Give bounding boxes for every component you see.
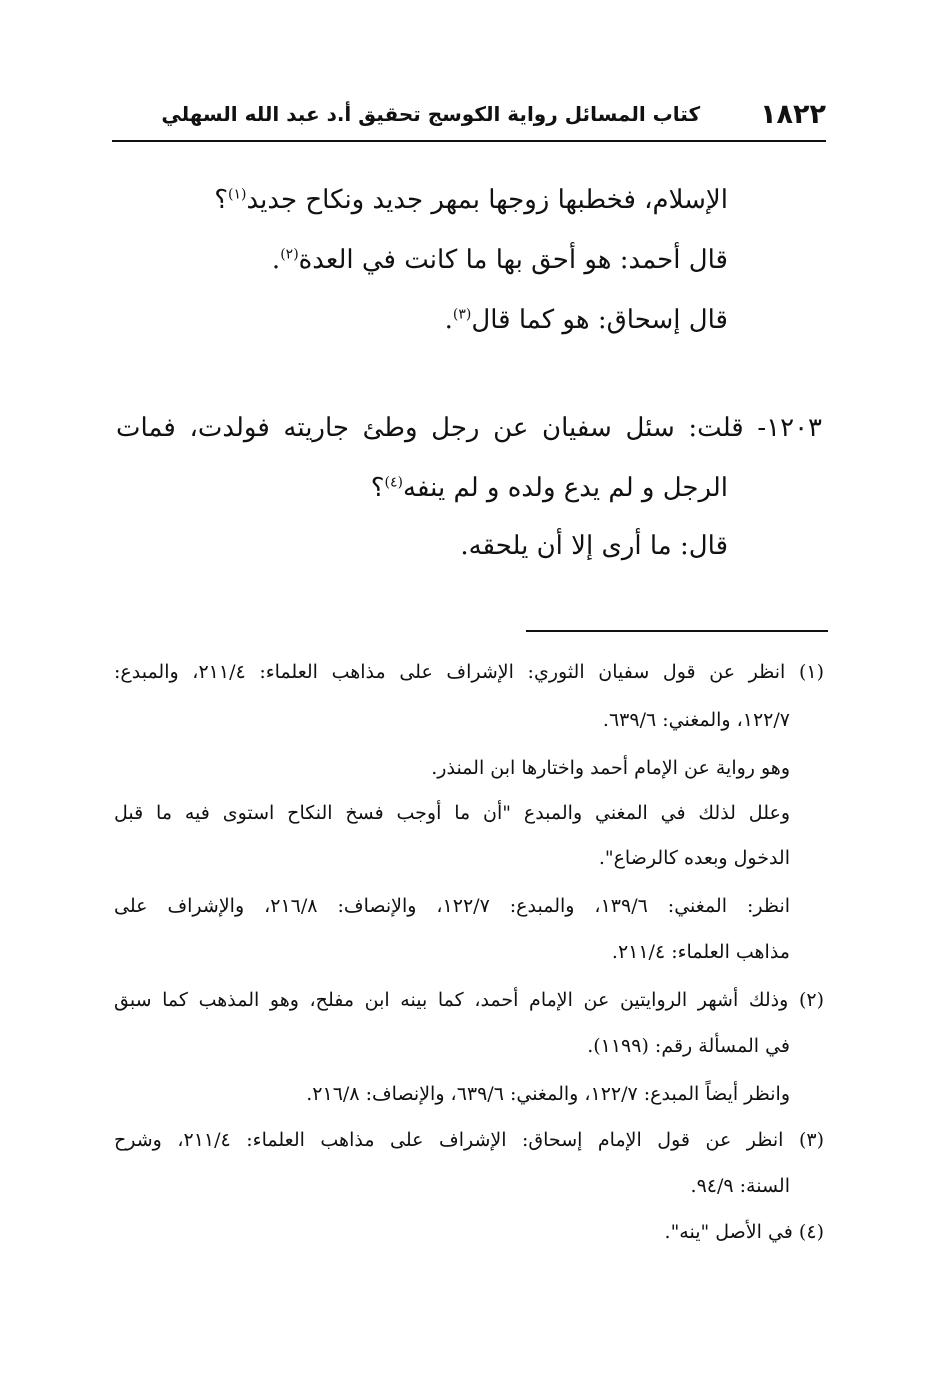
page-number: ١٨٢٢: [760, 98, 826, 130]
header-rule: [112, 140, 826, 142]
running-title: كتاب المسائل رواية الكوسج تحقيق أ.د عبد الله السهلي: [161, 102, 701, 126]
footnote-separator: [526, 630, 828, 632]
main-text-line: [272, 240, 728, 280]
footnote-line: (٤) في الأصل "ينه".: [664, 1221, 824, 1243]
footnote-line: (٢) وذلك أشهر الروايتين عن الإمام أحمد، كما بينه ابن مفلح، وهو المذهب كما سبق: [114, 989, 824, 1011]
footnote-line: وعلل لذلك في المغني والمبدع "أن ما أوجب فسخ النكاح استوى فيه ما قبل: [114, 802, 790, 824]
footnote-line: انظر: المغني: ١٣٩/٦، والمبدع: ١٢٢/٧، والإنصاف: ٢١٦/٨، والإشراف على: [114, 895, 791, 917]
footnote-line: وانظر أيضاً المبدع: ١٢٢/٧، والمغني: ٦٣٩/٦، والإنصاف: ٢١٦/٨.: [306, 1083, 790, 1105]
running-header: [112, 94, 826, 134]
footnote-ref: (١): [228, 186, 247, 203]
line-punct: .: [271, 245, 281, 275]
main-text-line: [445, 300, 728, 340]
footnote-ref: (٢): [280, 246, 299, 263]
footnote-line: السنة: ٩٤/٩.: [690, 1175, 790, 1197]
main-text-line: [214, 180, 728, 220]
footnote-line: في المسألة رقم: (١١٩٩).: [587, 1035, 790, 1057]
main-text-line: قال: ما أرى إلا أن يلحقه.: [460, 531, 728, 561]
footnote-line: مذاهب العلماء: ٢١١/٤.: [611, 941, 790, 963]
footnote-line: وهو رواية عن الإمام أحمد واختارها ابن المنذر.: [431, 757, 790, 779]
footnote-ref: (٣): [452, 306, 472, 323]
line-punct: .: [444, 305, 453, 335]
line-punct: ؟: [370, 473, 385, 503]
footnote-line: (٣) انظر عن قول الإمام إسحاق: الإشراف على مذاهب العلماء: ٢١١/٤، وشرح: [114, 1129, 825, 1151]
line-text: قال أحمد: هو أحق بها ما كانت في العدة: [298, 245, 728, 275]
main-text-line: ١٢٠٣- قلت: سئل سفيان عن رجل وطئ جاريته فولدت، فمات: [116, 413, 822, 443]
footnote-line: ١٢٢/٧، والمغني: ٦٣٩/٦.: [602, 709, 790, 731]
footnote-ref: (٤): [384, 474, 403, 491]
main-text-line: [371, 468, 728, 508]
line-text: قال إسحاق: هو كما قال: [471, 305, 728, 335]
footnote-line: (١) انظر عن قول سفيان الثوري: الإشراف على مذاهب العلماء: ٢١١/٤، والمبدع:: [114, 661, 824, 683]
footnote-line: الدخول وبعده كالرضاع".: [598, 847, 790, 869]
line-text: الرجل و لم يدع ولده و لم ينفه: [403, 473, 728, 503]
line-punct: ؟: [214, 185, 229, 215]
line-text: الإسلام، فخطبها زوجها بمهر جديد ونكاح جديد: [246, 185, 728, 215]
